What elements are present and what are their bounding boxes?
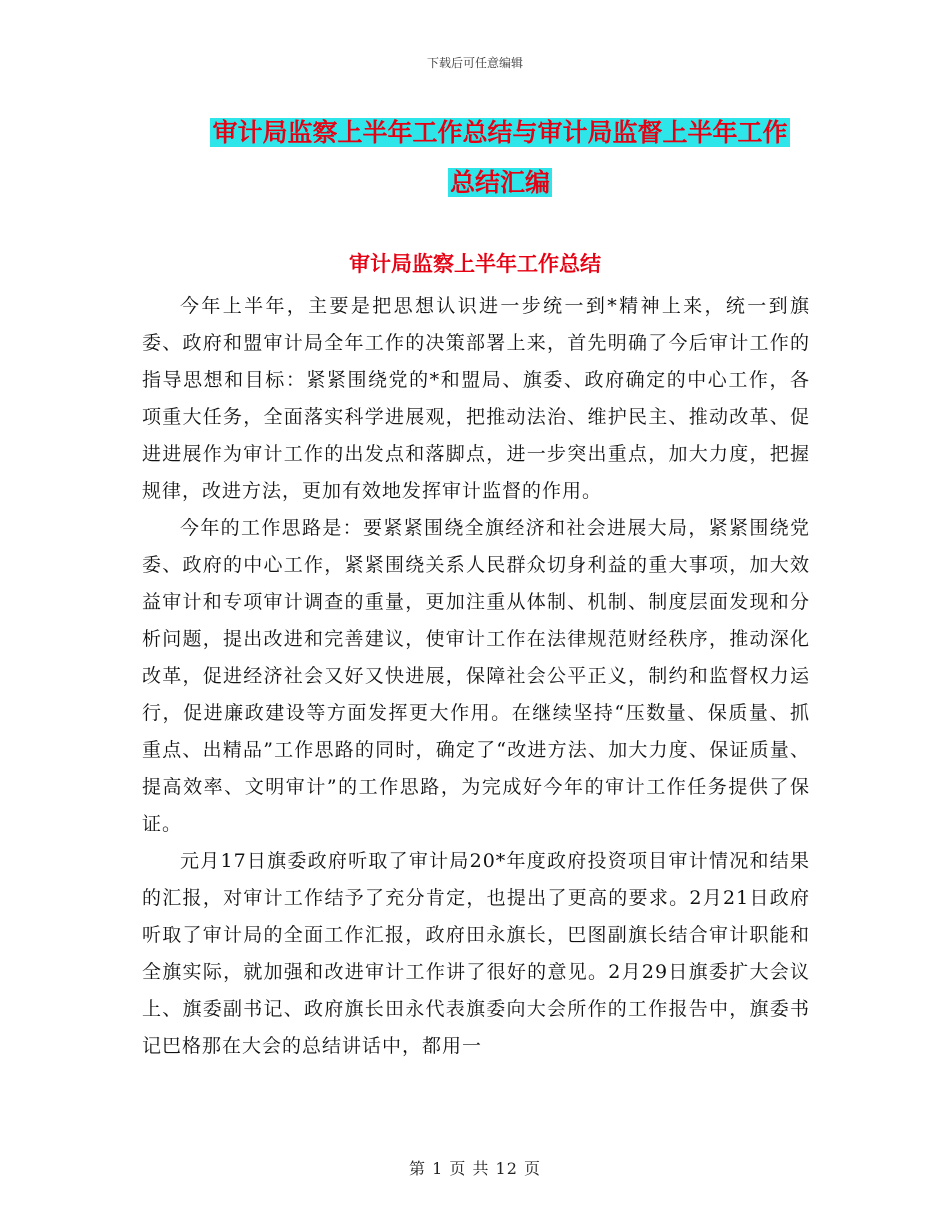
paragraph-2: 今年的工作思路是：要紧紧围绕全旗经济和社会进展大局，紧紧围绕党委、政府的中心工作，紧紧围绕关系人民群众切身利益的重大事项，加大效益审计和专项审计调查的重量，更加注重从体制、机制、制度层面发现和分析问题，提出改进和完善建议，使审计工作在法律规范财经秩序，推动深化改革，促进经济社会又好又快进展，保障社会公平正义，制约和监督权力运行，促进廉政建设等方面发挥更大作用。在继续坚持“压数量、保质量、抓重点、出精品”工作思路的同时，确定了“改进方法、加大力度、保证质量、提高效率、文明审计”的工作思路，为完成好今年的审计工作任务提供了保证。 (142, 517, 810, 835)
document-title (140, 108, 860, 208)
section-title: 审计局监察上半年工作总结 (349, 252, 601, 276)
page-number-footer: 第 1 页 共 12 页 (409, 1159, 541, 1178)
header-note: 下载后可任意编辑 (426, 56, 523, 70)
document-body (142, 288, 810, 1065)
paragraph-1: 今年上半年，主要是把思想认识进一步统一到*精神上来，统一到旗委、政府和盟审计局全年工作的决策部署上来，首先明确了今后审计工作的指导思想和目标：紧紧围绕党的*和盟局、旗委、政府确定的中心工作，各项重大任务，全面落实科学进展观，把推动法治、维护民主、推动改革、促进进展作为审计工作的出发点和落脚点，进一步突出重点，加大力度，把握规律，改进方法，更加有效地发挥审计监督的作用。 (142, 295, 810, 502)
document-title-line-2: 总结汇编 (449, 168, 550, 197)
paragraph-3: 元月17日旗委政府听取了审计局20*年度政府投资项目审计情况和结果的汇报，对审计工作结予了充分肯定，也提出了更高的要求。2月21日政府听取了审计局的全面工作汇报，政府田永旗长，巴图副旗长结合审计职能和全旗实际，就加强和改进审计工作讲了很好的意见。2月29日旗委扩大会议上、旗委副书记、政府旗长田永代表旗委向大会所作的工作报告中，旗委书记巴格那在大会的总结讲话中，都用一 (142, 850, 810, 1057)
document-title-line-1: 审计局监察上半年工作总结与审计局监督上半年工作 (212, 118, 788, 147)
